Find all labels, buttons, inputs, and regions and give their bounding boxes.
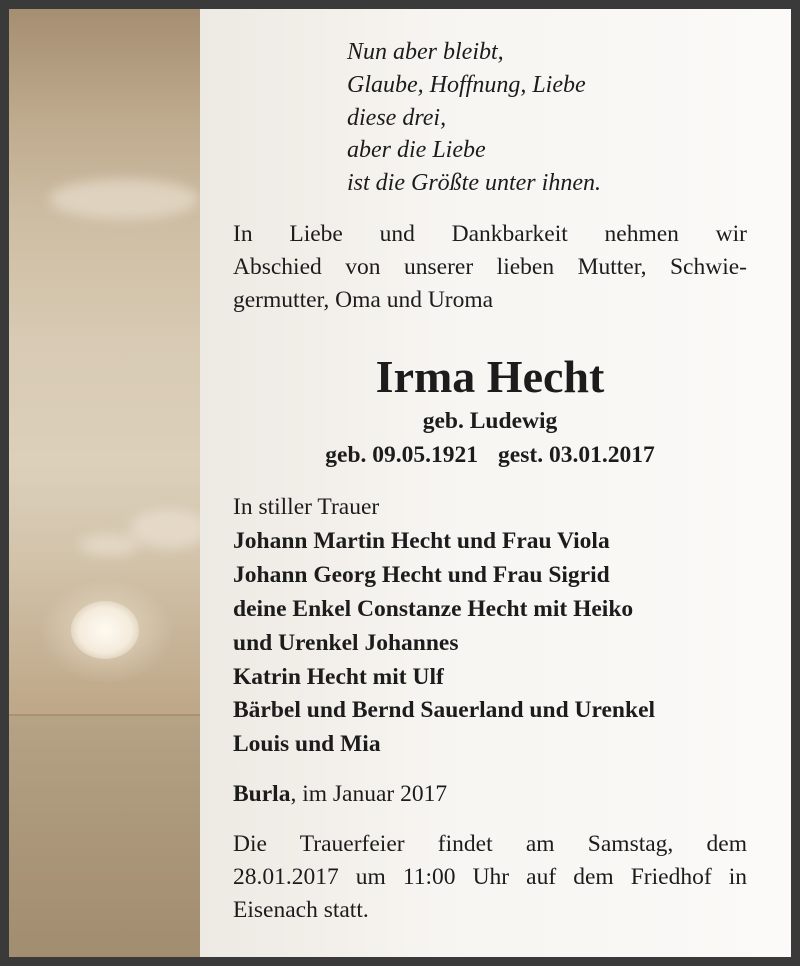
- funeral-line: 28.01.2017 um 11:00 Uhr auf dem Friedhof in: [233, 864, 747, 890]
- birth-date: geb. 09.05.1921: [325, 442, 479, 468]
- mourner-line: Johann Martin Hecht und Frau Viola: [233, 528, 610, 554]
- cloud-shape: [49, 179, 199, 219]
- intro-line: germutter, Oma und Uroma: [233, 287, 494, 313]
- verse-line: diese drei,: [347, 105, 447, 131]
- text-panel: [200, 9, 791, 957]
- intro-line: Abschied von unserer lieben Mutter, Schwie-: [233, 254, 747, 280]
- mourning-heading: In stiller Trauer: [233, 494, 380, 520]
- mourner-line: und Urenkel Johannes: [233, 630, 459, 656]
- sunset-photo: [9, 9, 200, 957]
- place-date: [233, 778, 447, 811]
- sea-area: [9, 716, 200, 957]
- cloud-shape: [129, 509, 200, 549]
- verse-line: Glaube, Hoffnung, Liebe: [347, 72, 586, 98]
- death-date: gest. 03.01.2017: [498, 442, 655, 468]
- verse-line: Nun aber bleibt,: [347, 39, 504, 65]
- funeral-line: Eisenach statt.: [233, 897, 369, 923]
- cloud-shape: [79, 534, 139, 556]
- place-name: Burla: [233, 781, 291, 807]
- mourner-line: deine Enkel Constanze Hecht mit Heiko: [233, 596, 634, 622]
- mourner-line: Bärbel und Bernd Sauerland und Urenkel: [233, 697, 656, 723]
- deceased-name: Irma Hecht: [375, 351, 605, 402]
- mourner-line: Louis und Mia: [233, 731, 381, 757]
- mourner-line: Johann Georg Hecht und Frau Sigrid: [233, 562, 610, 588]
- verse-line: aber die Liebe: [347, 137, 486, 163]
- intro-line: In Liebe und Dankbarkeit nehmen wir: [233, 221, 747, 247]
- mourner-line: Katrin Hecht mit Ulf: [233, 664, 444, 690]
- date-text: , im Januar 2017: [290, 781, 448, 807]
- birth-name: geb. Ludewig: [422, 408, 558, 434]
- life-dates: [233, 442, 747, 469]
- sun-icon: [71, 601, 139, 659]
- funeral-line: Die Trauerfeier findet am Samstag, dem: [233, 831, 747, 857]
- verse-line: ist die Größte unter ihnen.: [347, 170, 601, 196]
